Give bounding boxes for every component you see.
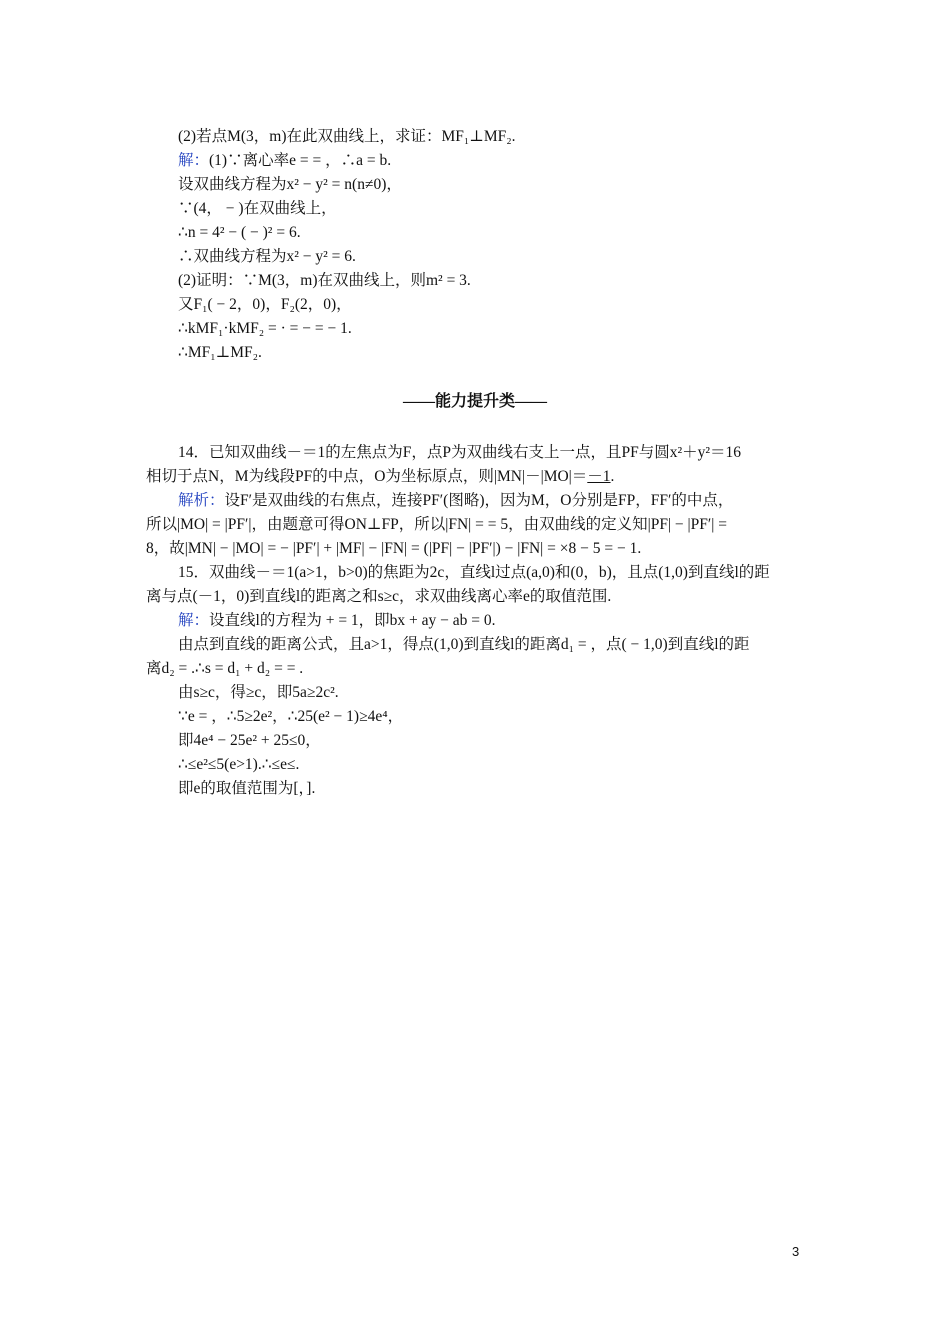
solution-line: ∴双曲线方程为x² − y² = 6. xyxy=(178,248,356,265)
solution-line: ∴MF₁⊥MF₂. xyxy=(178,344,262,361)
solution-line: ∴kMF₁·kMF₂ = · = − = − 1. xyxy=(178,320,352,337)
solution-line: 由点到直线的距离公式，且a>1，得点(1,0)到直线l的距离d₁ = ，点( − 1,0)到直线l的距 xyxy=(178,636,750,653)
analysis-text: 设F′是双曲线的右焦点，连接PF′(图略)，因为M，O分别是FP，FF′的中点， xyxy=(224,492,734,509)
solution-label: 解： xyxy=(178,612,210,629)
solution-line: 即e的取值范围为[，]. xyxy=(178,780,316,797)
solution-line: ∵(4， − )在双曲线上， xyxy=(178,200,337,217)
question-14-text: . xyxy=(610,468,615,485)
analysis-line xyxy=(178,491,733,511)
solution-label: 解： xyxy=(178,152,210,169)
solution-line: 由s≥c，得≥c，即5a≥2c². xyxy=(178,684,339,701)
solution-line: (2)证明：∵M(3，m)在双曲线上，则m² = 3. xyxy=(178,272,471,289)
analysis-line: 所以|MO| = |PF′|，由题意可得ON⊥FP，所以|FN| = = 5，由双曲线的定义知|PF| − |PF′| = xyxy=(146,516,727,533)
question-14-line: 14．已知双曲线－＝1的左焦点为F，点P为双曲线右支上一点，且PF与圆x²＋y²＝16 xyxy=(178,444,742,461)
solution-text: (1)∵离心率e = = ，∴a = b. xyxy=(209,152,392,169)
solution-line: ∴n = 4² − ( − )² = 6. xyxy=(178,224,301,241)
solution-line: 即4e⁴ − 25e² + 25≤0， xyxy=(178,732,321,749)
solution-text: 设直线l的方程为 + = 1，即bx + ay − ab = 0. xyxy=(209,612,496,629)
solution-line xyxy=(178,611,496,631)
question-14-line xyxy=(146,467,614,487)
question-14-text: 相切于点N，M为线段PF的中点，O为坐标原点，则|MN|－|MO|＝ xyxy=(146,468,588,485)
solution-line: 离d₂ = .∴s = d₁ + d₂ = = . xyxy=(146,660,304,677)
solution-line: ∴≤e²≤5(e>1).∴≤e≤. xyxy=(178,756,300,773)
question-15-line: 离与点(－1，0)到直线l的距离之和s≥c，求双曲线离心率e的取值范围. xyxy=(146,588,612,605)
solution-line xyxy=(178,151,391,171)
page-number: 3 xyxy=(792,1244,800,1259)
solution-line: 又F₁( − 2，0)，F₂(2，0)， xyxy=(178,296,352,313)
question-2-text: (2)若点M(3，m)在此双曲线上，求证：MF₁⊥MF₂. xyxy=(178,128,516,145)
section-title: ——能力提升类—— xyxy=(402,393,547,410)
analysis-label: 解析： xyxy=(178,492,225,509)
question-15-line: 15．双曲线－＝1(a>1，b>0)的焦距为2c，直线l过点(a,0)和(0，b)，且点(1,0)到直线l的距 xyxy=(178,564,770,581)
question-14-answer: －1 xyxy=(587,468,611,485)
analysis-line: 8，故|MN| − |MO| = − |PF′| + |MF| − |FN| = (|PF| − |PF′|) − |FN| = ×8 − 5 = − 1. xyxy=(146,540,642,557)
solution-line: 设双曲线方程为x² − y² = n(n≠0)， xyxy=(178,176,402,193)
solution-line: ∵e = ，∴5≥2e²，∴25(e² − 1)≥4e⁴， xyxy=(178,708,404,725)
